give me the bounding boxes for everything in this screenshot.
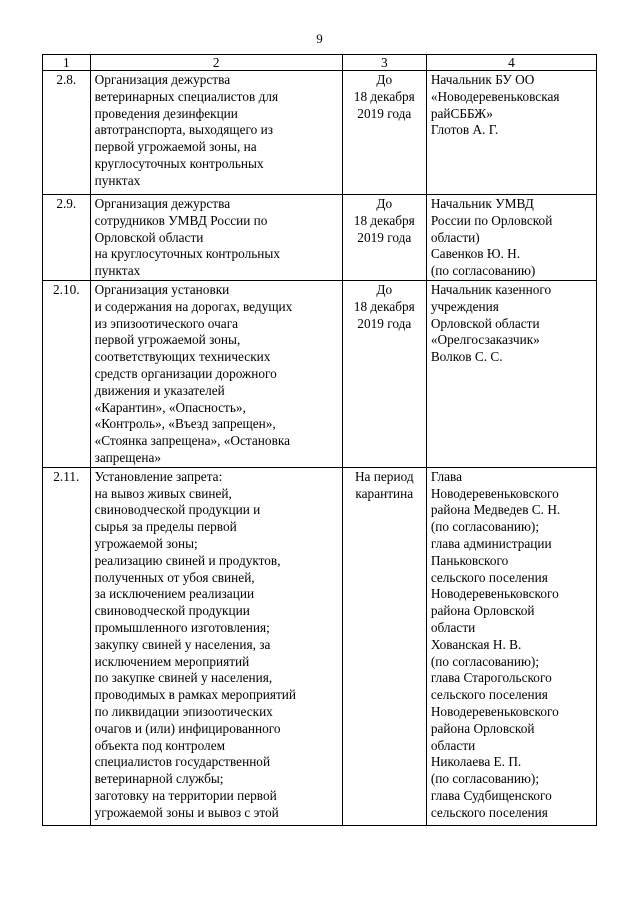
resp-line: глава Судбищенского — [430, 787, 552, 803]
term-line: До — [376, 72, 393, 87]
deadline — [342, 71, 426, 195]
resp-line: учреждения — [430, 298, 499, 314]
measures-table — [42, 54, 597, 826]
text-line: угрожаемой зоны; — [94, 535, 198, 551]
text-line: угрожаемой зоны и вывоз с этой — [94, 804, 279, 820]
text-line: по ликвидации эпизоотических — [94, 703, 273, 719]
resp-line: (по согласованию); — [430, 771, 540, 787]
table-row — [43, 71, 597, 195]
item-number: 2.9. — [43, 195, 91, 281]
column-header-2: 2 — [90, 55, 342, 71]
text-line: сырья за пределы первой — [94, 519, 237, 535]
resp-line: района Орловской — [430, 603, 535, 619]
term-line: 2019 года — [357, 105, 412, 121]
deadline — [342, 195, 426, 281]
text-line: средств организации дорожного — [94, 365, 277, 381]
resp-line: «Новодеревеньковская — [430, 88, 560, 104]
item-number: 2.8. — [43, 71, 91, 195]
resp-line: сельского поселения — [430, 569, 548, 585]
text-line: проведения дезинфекции — [94, 105, 238, 121]
resp-line: Глава — [430, 468, 463, 484]
text-line: на вывоз живых свиней, — [94, 485, 232, 501]
resp-line: Савенков Ю. Н. — [430, 246, 521, 262]
term-line: 2019 года — [357, 315, 412, 331]
text-line: свиноводческой продукции и — [94, 502, 261, 518]
resp-line: области — [430, 737, 476, 753]
deadline — [342, 467, 426, 825]
text-line: первой угрожаемой зоны, на — [94, 139, 257, 155]
table-header-row — [43, 55, 597, 71]
deadline — [342, 281, 426, 468]
resp-line: Начальник казенного — [430, 282, 552, 297]
responsible — [426, 195, 596, 281]
resp-line: области — [430, 619, 476, 635]
text-line: Орловской области — [94, 229, 204, 245]
resp-line: района Орловской — [430, 720, 535, 736]
resp-line: Новодеревеньковского — [430, 485, 559, 501]
item-number: 2.11. — [43, 467, 91, 825]
text-line: «Стоянка запрещена», «Остановка — [94, 433, 291, 449]
text-line: автотранспорта, выходящего из — [94, 122, 273, 138]
resp-line: сельского поселения — [430, 687, 548, 703]
resp-line: России по Орловской — [430, 212, 553, 228]
resp-line: сельского поселения — [430, 804, 548, 820]
term-line: карантина — [355, 485, 414, 501]
resp-line: райСББЖ» — [430, 105, 493, 121]
column-header-1: 1 — [43, 55, 91, 71]
term-line: На период — [354, 468, 414, 484]
resp-line: Начальник БУ ОО — [430, 72, 535, 87]
term-line: 2019 года — [357, 229, 412, 245]
resp-line: Новодеревеньковского — [430, 586, 559, 602]
resp-line: Хованская Н. В. — [430, 636, 522, 652]
resp-line: района Медведев С. Н. — [430, 502, 561, 518]
text-line: Организация установки — [94, 282, 230, 297]
text-line: свиноводческой продукции — [94, 603, 250, 619]
resp-line: Волков С. С. — [430, 349, 503, 365]
text-line: промышленного изготовления; — [94, 619, 270, 635]
term-line: 18 декабря — [353, 88, 415, 104]
resp-line: (по согласованию) — [430, 263, 536, 279]
resp-line: Паньковского — [430, 552, 509, 568]
text-line: «Карантин», «Опасность», — [94, 399, 246, 415]
responsible — [426, 467, 596, 825]
text-line: «Контроль», «Въезд запрещен», — [94, 416, 276, 432]
text-line: Организация дежурства — [94, 72, 231, 87]
resp-line: Начальник УМВД — [430, 196, 534, 211]
measure-text — [90, 467, 342, 825]
table-row — [43, 281, 597, 468]
text-line: проводимых в рамках мероприятий — [94, 687, 297, 703]
measure-text — [90, 71, 342, 195]
column-header-3: 3 — [342, 55, 426, 71]
term-line: До — [376, 282, 393, 297]
term-line: 18 декабря — [353, 212, 415, 228]
text-line: специалистов государственной — [94, 754, 271, 770]
resp-line: глава Старогольского — [430, 670, 552, 686]
resp-line: «Орелгосзаказчик» — [430, 332, 540, 348]
text-line: заготовку на территории первой — [94, 787, 277, 803]
text-line: на круглосуточных контрольных — [94, 246, 280, 262]
measure-text — [90, 195, 342, 281]
text-line: соответствующих технических — [94, 349, 271, 365]
table-row — [43, 195, 597, 281]
text-line: Установление запрета: — [94, 468, 223, 484]
resp-line: Глотов А. Г. — [430, 122, 499, 138]
text-line: исключением мероприятий — [94, 653, 250, 669]
text-line: из эпизоотического очага — [94, 315, 239, 331]
resp-line: области) — [430, 229, 480, 245]
text-line: ветеринарных специалистов для — [94, 88, 279, 104]
text-line: пунктах — [94, 172, 141, 188]
text-line: и содержания на дорогах, ведущих — [94, 298, 293, 314]
text-line: очагов и (или) инфицированного — [94, 720, 281, 736]
responsible — [426, 281, 596, 468]
responsible — [426, 71, 596, 195]
resp-line: Новодеревеньковского — [430, 703, 559, 719]
text-line: Организация дежурства — [94, 196, 231, 211]
table-row — [43, 467, 597, 825]
text-line: реализацию свиней и продуктов, — [94, 552, 281, 568]
resp-line: глава администрации — [430, 535, 552, 551]
resp-line: Орловской области — [430, 315, 540, 331]
text-line: первой угрожаемой зоны, — [94, 332, 241, 348]
text-line: движения и указателей — [94, 382, 225, 398]
text-line: ветеринарной службы; — [94, 771, 224, 787]
text-line: пунктах — [94, 263, 141, 279]
page-number: 9 — [316, 31, 323, 46]
term-line: До — [376, 196, 393, 211]
resp-line: Николаева Е. П. — [430, 754, 522, 770]
resp-line: (по согласованию); — [430, 653, 540, 669]
text-line: полученных от убоя свиней, — [94, 569, 255, 585]
text-line: по закупке свиней у населения, — [94, 670, 273, 686]
measure-text — [90, 281, 342, 468]
column-header-4: 4 — [426, 55, 596, 71]
term-line: 18 декабря — [353, 298, 415, 314]
text-line: запрещена» — [94, 449, 162, 465]
text-line: объекта под контролем — [94, 737, 226, 753]
resp-line: (по согласованию); — [430, 519, 540, 535]
text-line: круглосуточных контрольных — [94, 155, 264, 171]
text-line: за исключением реализации — [94, 586, 255, 602]
text-line: закупку свиней у населения, за — [94, 636, 271, 652]
item-number: 2.10. — [43, 281, 91, 468]
text-line: сотрудников УМВД России по — [94, 212, 268, 228]
